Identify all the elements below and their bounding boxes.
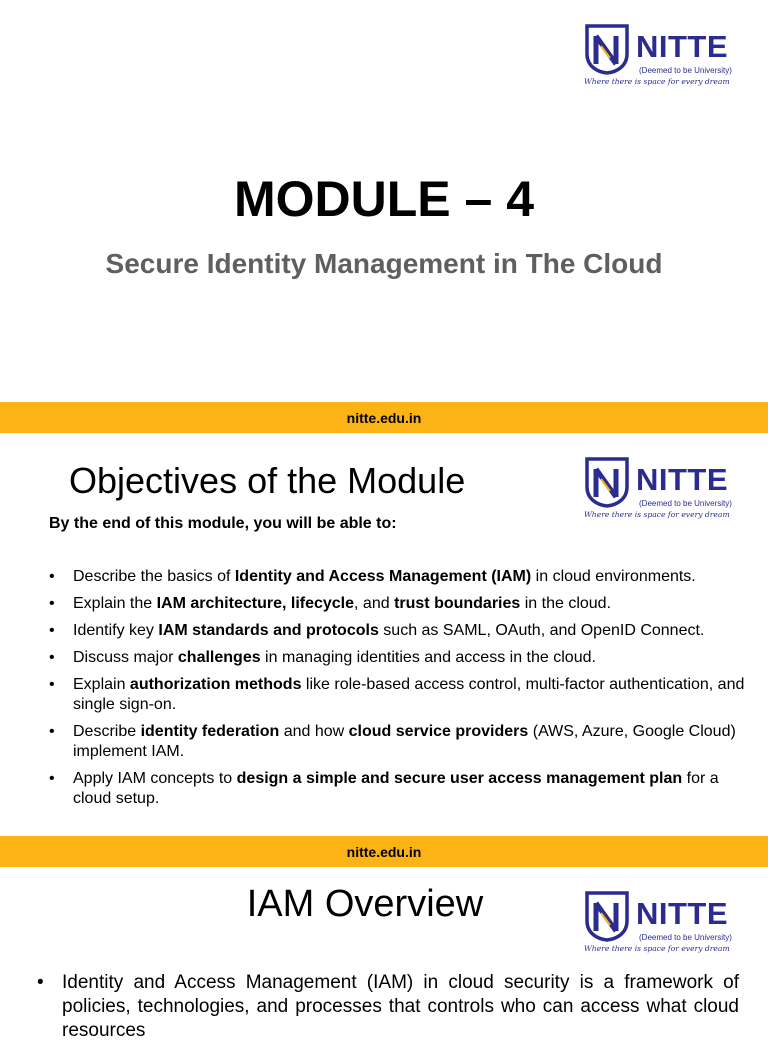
- list-item: [49, 675, 761, 715]
- logo-wordmark: NITTE: [636, 29, 729, 64]
- slide-heading: IAM Overview: [246, 883, 484, 925]
- slide-objectives: [0, 433, 768, 835]
- footer-url: nitte.edu.in: [346, 843, 422, 860]
- slide-iam-overview: [0, 867, 768, 1041]
- list-item: [49, 594, 761, 614]
- logo-wordmark: NITTE: [636, 896, 729, 931]
- logo-tagline: Where there is space for every dream: [584, 944, 730, 953]
- emphasis-text: Identity and Access Management (IAM): [234, 568, 532, 585]
- list-item-text: such as SAML, OAuth, and OpenID Connect.: [378, 622, 705, 639]
- list-item: [49, 567, 761, 587]
- emphasis-text: trust boundaries: [394, 595, 521, 612]
- logo-subtitle: (Deemed to be University): [639, 66, 732, 75]
- list-item: [49, 648, 761, 668]
- footer-band: [0, 836, 768, 867]
- emphasis-text: IAM architecture, lifecycle: [156, 595, 355, 612]
- logo-tagline: Where there is space for every dream: [584, 510, 730, 519]
- list-item: [49, 621, 761, 641]
- slide-title-heading: MODULE – 4: [233, 171, 535, 227]
- list-item-text: (AWS, Azure, Google Cloud) implement IAM.: [73, 723, 736, 760]
- logo-subtitle: (Deemed to be University): [639, 933, 732, 942]
- footer-url: nitte.edu.in: [346, 409, 422, 426]
- slide-heading: Objectives of the Module: [69, 460, 466, 501]
- list-item-text: Describe: [73, 723, 141, 740]
- objectives-list: [49, 567, 761, 816]
- list-item-text: and how: [279, 723, 349, 740]
- emphasis-text: IAM standards and protocols: [158, 622, 379, 639]
- footer-band: [0, 402, 768, 433]
- slide-subtitle: Secure Identity Management in The Cloud: [105, 248, 663, 279]
- logo-tagline: Where there is space for every dream: [584, 77, 730, 86]
- objectives-intro: By the end of this module, you will be able to:: [49, 515, 397, 532]
- list-item-text: Describe the basics of: [73, 568, 235, 585]
- list-item-text: in the cloud.: [520, 595, 612, 612]
- logo-wordmark: NITTE: [636, 462, 729, 497]
- nitte-shield-icon: [584, 24, 630, 74]
- list-item-text: like role-based access control, multi-factor authentication, and single sign-on.: [73, 676, 745, 713]
- nitte-logo: [584, 24, 744, 94]
- list-item-text: Explain: [73, 676, 130, 693]
- list-item-text: in managing identities and access in the cloud.: [260, 649, 596, 666]
- list-item: • Identity and Access Management (IAM) in cloud security is a framework of policies, technologies, and processes that controls who can access what cloud resources: [37, 971, 739, 1043]
- list-item-text: Identify key: [73, 622, 159, 639]
- nitte-logo: [584, 457, 744, 527]
- list-item: [49, 769, 761, 809]
- list-item-text: Discuss major: [73, 649, 178, 666]
- overview-list: [37, 971, 739, 1043]
- list-item-text: for a cloud setup.: [73, 770, 719, 807]
- list-item-text: Explain the: [73, 595, 157, 612]
- logo-subtitle: (Deemed to be University): [639, 499, 732, 508]
- emphasis-text: design a simple and secure user access management plan: [236, 770, 683, 787]
- emphasis-text: authorization methods: [129, 676, 302, 693]
- emphasis-text: cloud service providers: [348, 723, 529, 740]
- list-item-text: in cloud environments.: [531, 568, 696, 585]
- list-item-text: , and: [354, 595, 395, 612]
- list-item: [49, 722, 761, 762]
- slide-title: [0, 0, 768, 402]
- emphasis-text: challenges: [177, 649, 261, 666]
- list-item-text: Apply IAM concepts to: [73, 770, 237, 787]
- nitte-shield-icon: [584, 457, 630, 507]
- emphasis-text: identity federation: [140, 723, 280, 740]
